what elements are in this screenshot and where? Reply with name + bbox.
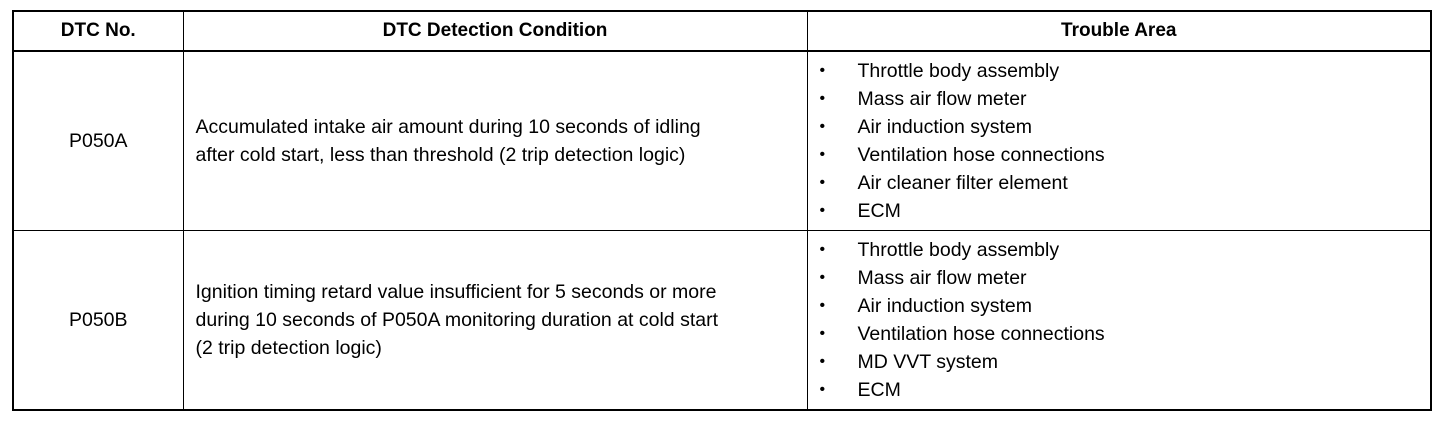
list-item [808,236,1431,264]
trouble-area-item: Air induction system [857,295,1032,317]
trouble-area-item: Air cleaner filter element [857,172,1068,194]
dtc-code: P050A [13,51,183,231]
header-trouble-area: Trouble Area [807,11,1431,51]
condition-line: after cold start, less than threshold (2 trip detection logic) [195,144,686,166]
detection-condition [183,51,807,231]
bullet-icon: • [819,269,826,286]
trouble-area-item: MD VVT system [857,351,998,373]
list-item [808,197,1431,225]
list-item [808,348,1431,376]
list-item [808,141,1431,169]
trouble-area-item: ECM [857,200,901,222]
trouble-area-item: Mass air flow meter [857,267,1027,289]
condition-line: during 10 seconds of P050A monitoring duration at cold start [195,309,718,331]
trouble-area-item: Air induction system [857,116,1032,138]
list-item [808,376,1431,404]
bullet-icon: • [819,174,826,191]
bullet-icon: • [819,241,826,258]
trouble-area-item: Throttle body assembly [857,60,1060,82]
table-header-row [13,11,1431,51]
bullet-icon: • [819,325,826,342]
condition-line: (2 trip detection logic) [195,337,382,359]
bullet-icon: • [819,202,826,219]
bullet-icon: • [819,146,826,163]
bullet-icon: • [819,90,826,107]
list-item [808,292,1431,320]
trouble-area-list [808,57,1431,225]
bullet-icon: • [819,118,826,135]
list-item [808,320,1431,348]
list-item [808,264,1431,292]
dtc-table [12,10,1432,411]
bullet-icon: • [819,381,826,398]
list-item [808,113,1431,141]
condition-line: Ignition timing retard value insufficient for 5 seconds or more [195,281,717,303]
trouble-area-item: Ventilation hose connections [857,144,1105,166]
table-row [13,51,1431,231]
trouble-area-item: Throttle body assembly [857,239,1060,261]
header-dtc-no: DTC No. [13,11,183,51]
list-item [808,85,1431,113]
trouble-area-item: Ventilation hose connections [857,323,1105,345]
condition-line: Accumulated intake air amount during 10 seconds of idling [195,116,701,138]
trouble-area-item: Mass air flow meter [857,88,1027,110]
bullet-icon: • [819,297,826,314]
trouble-area-list [808,236,1431,404]
list-item [808,169,1431,197]
trouble-area-item: ECM [857,379,901,401]
trouble-area [807,51,1431,231]
trouble-area [807,231,1431,411]
table-row [13,231,1431,411]
bullet-icon: • [819,62,826,79]
header-detection-condition: DTC Detection Condition [183,11,807,51]
dtc-code: P050B [13,231,183,411]
bullet-icon: • [819,353,826,370]
detection-condition [183,231,807,411]
list-item [808,57,1431,85]
